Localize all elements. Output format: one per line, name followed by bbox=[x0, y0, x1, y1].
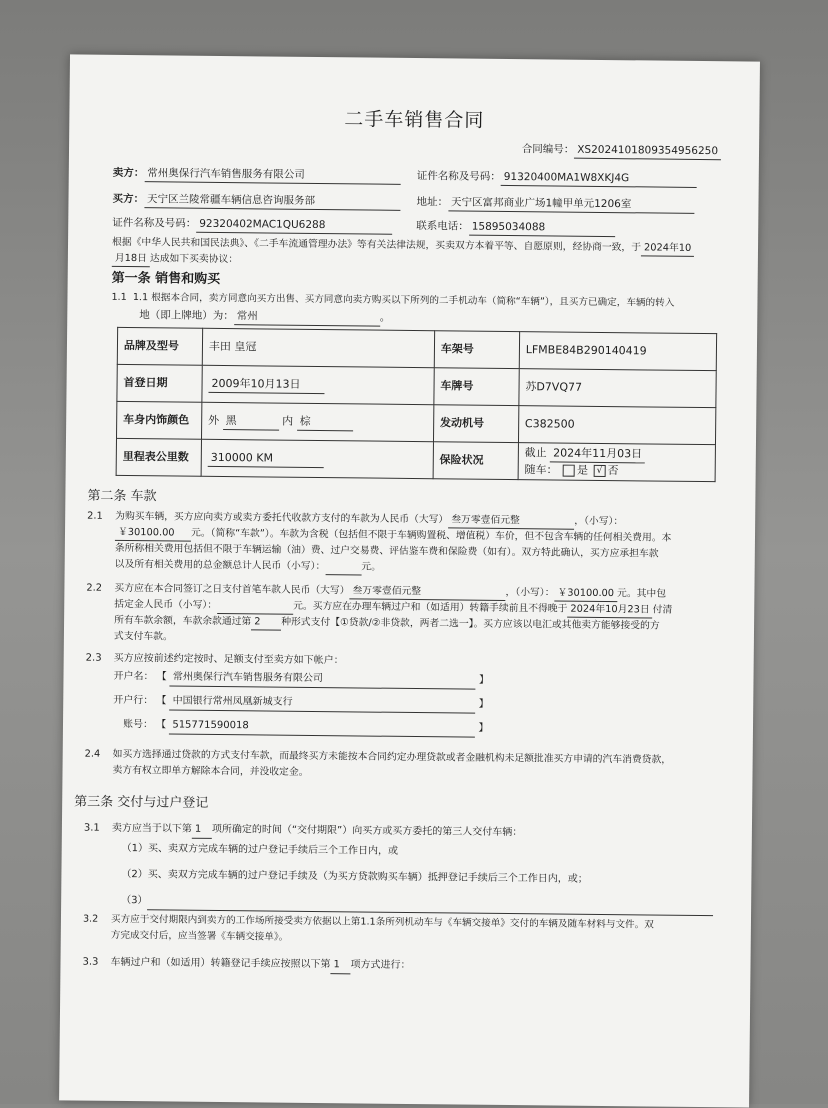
p33-item: 1 bbox=[330, 957, 350, 974]
p21-c: 元。（简称“车款”）。车款为含税（包括但不限于车辆购置税、增值税）车价，但不包含车辆的任何相关费用。本 bbox=[190, 527, 672, 544]
account-no-label: 账号： bbox=[122, 718, 154, 731]
with-car-row bbox=[524, 462, 708, 479]
p21-amount-cn: 叁万零壹佰元整 bbox=[448, 512, 574, 529]
p24-b: 卖方有权立即单方解除本合同，并没收定金。 bbox=[112, 764, 309, 778]
p22-method: 2 bbox=[251, 614, 281, 630]
buyer-row bbox=[112, 191, 400, 211]
p31-option-2: （2）买、卖双方完成车辆的过户登记手续及（为买方贷款购买车辆）抵押登记手续后三个工作日内，或； bbox=[121, 868, 588, 885]
yes-checkbox bbox=[563, 464, 575, 476]
seller-cert-row bbox=[417, 168, 697, 188]
address-label: 地址： bbox=[416, 196, 449, 209]
color-value bbox=[201, 402, 433, 441]
p33-line-1 bbox=[110, 955, 410, 975]
p23-a: 买方应按前述约定按时、足额支付至卖方如下帐户： bbox=[113, 652, 344, 667]
p32-num: 3.2 bbox=[82, 913, 99, 925]
table-row bbox=[117, 364, 716, 407]
p22-num: 2.2 bbox=[86, 582, 103, 594]
p31-b: 项所确定的时间（“交付期限”）向买方或买方委托的第三人交付车辆： bbox=[211, 823, 523, 839]
vehicle-table bbox=[116, 327, 718, 482]
address-value: 天宁区富邦商业广场1幢甲单元1206室 bbox=[448, 194, 694, 214]
phone-label: 联系电话： bbox=[416, 220, 469, 233]
mileage-label: 里程表公里数 bbox=[116, 438, 201, 476]
article-1-city-row: 地（即上牌地）为： 常州 。 bbox=[139, 307, 390, 327]
intro-date: 2024年10 bbox=[641, 240, 694, 257]
color-in: 棕 bbox=[297, 413, 353, 432]
vin-label: 车架号 bbox=[434, 331, 519, 369]
brand-label: 品牌及型号 bbox=[117, 327, 202, 365]
p21-line-4 bbox=[115, 557, 381, 576]
paragraph-3-3 bbox=[82, 955, 721, 972]
p21-e: 以及所有相关费用的总金额总计人民币（小写）： bbox=[114, 558, 326, 573]
insurance-until-row bbox=[525, 445, 709, 463]
p22-d: 括定金人民币（小写）： bbox=[114, 598, 218, 611]
brand-value: 丰田 皇冠 bbox=[202, 328, 434, 367]
plate-label: 车牌号 bbox=[434, 368, 519, 406]
paragraph-2-4 bbox=[84, 747, 723, 778]
p21-a: 为购买车辆，买方应向卖方或卖方委托代收款方支付的车款为人民币（大写） bbox=[115, 510, 449, 526]
color-out: 黑 bbox=[223, 412, 279, 431]
buyer-value: 天宁区兰陵常疆车辆信息咨询服务部 bbox=[144, 191, 400, 211]
p31-item: 1 bbox=[192, 822, 212, 839]
p22-c: 元。其中包 bbox=[617, 588, 667, 600]
article-3-title: 第三条 交付与过户登记 bbox=[74, 794, 209, 811]
p22-i: 式支付车款。 bbox=[113, 630, 173, 643]
p22-date: 2024年10月23日 bbox=[567, 602, 652, 619]
p21-num: 2.1 bbox=[87, 510, 103, 522]
intro-date-2: 月18日 bbox=[112, 251, 150, 268]
seller-row bbox=[113, 165, 401, 185]
reg-value bbox=[202, 365, 434, 404]
p22-f: 付清 bbox=[652, 604, 673, 616]
insurance-value bbox=[518, 443, 716, 482]
p22-b: ，（小写）： bbox=[505, 586, 555, 599]
paragraph-2-3 bbox=[85, 651, 724, 734]
contract-no-label: 合同编号： bbox=[521, 143, 575, 156]
no-checkbox: √ bbox=[593, 464, 605, 476]
buyer-cert-value: 92320402MAC1QU6288 bbox=[196, 216, 392, 235]
account-no-row: 账号： 【 515771590018 】 bbox=[123, 717, 489, 737]
insurance-until-prefix: 截止 bbox=[524, 446, 547, 460]
article-1-sentence: 1.1 根据本合同，卖方同意向买方出售、买方同意向卖方购买以下所列的二手机动车（简称“车辆”），且买方已确定，车辆的转入 bbox=[132, 292, 675, 309]
p32-a: 买方应于交付期限内到卖方的工作场所接受卖方依据以上第1.1条所列机动车与《车辆交接单》交付的车辆及随车材料与文件。双 bbox=[110, 913, 654, 931]
p22-h: 种形式支付【①贷款/②非贷款，两者二选一】。买方应该以电汇或其他卖方能够接受的方 bbox=[281, 616, 660, 632]
p33-b: 项方式进行： bbox=[350, 959, 411, 972]
p31-line-1 bbox=[112, 821, 523, 842]
p31-option-3-label: （3） bbox=[121, 894, 148, 907]
phone-value: 15895034088 bbox=[469, 219, 615, 238]
intro-text: 根据《中华人民共和国民法典》、《二手车流通管理办法》等有关法律法规，买卖双方本着平等、自愿原则，经协商一致，于 bbox=[111, 236, 642, 254]
with-car-label: 随车： bbox=[524, 462, 558, 477]
mileage-value bbox=[201, 439, 433, 478]
table-row bbox=[117, 327, 716, 370]
paragraph-3-1 bbox=[83, 821, 722, 907]
reg-label: 首登日期 bbox=[117, 364, 202, 402]
account-name-row: 开户名： 【 常州奥保行汽车销售服务有限公司 】 bbox=[113, 669, 489, 689]
article-1-city-label: 地（即上牌地）为： bbox=[139, 309, 234, 323]
engine-label: 发动机号 bbox=[433, 405, 518, 443]
contract-paper bbox=[59, 54, 760, 1107]
engine-value: C382500 bbox=[518, 406, 716, 445]
color-in-prefix: 内 bbox=[282, 414, 294, 428]
paragraph-2-1 bbox=[87, 509, 725, 573]
mileage: 310000 KM bbox=[208, 449, 324, 468]
address-row bbox=[416, 194, 694, 214]
contract-no-value: XS2024101809354956250 bbox=[574, 142, 721, 161]
account-no: 515771590018 bbox=[169, 717, 475, 737]
article-1-title: 第一条 销售和购买 bbox=[111, 270, 221, 287]
p22-amount-cn: 叁万零壹佰元整 bbox=[349, 583, 505, 601]
seller-label: 卖方： bbox=[112, 166, 145, 180]
p22-e: 元。买方应在办理车辆过户和（如适用）转籍手续前且不得晚于 bbox=[293, 600, 568, 615]
bank-row: 开户行： 【 中国银行常州凤凰新城支行 】 bbox=[113, 693, 489, 713]
p22-a: 买方应在本合同签订之日支付首笔车款人民币（大写） bbox=[114, 582, 350, 597]
p32-b: 方完成交付后，应当签署《车辆交接单》。 bbox=[110, 929, 289, 943]
buyer-cert-label: 证件名称及号码： bbox=[112, 216, 197, 230]
no-label: 否 bbox=[607, 463, 619, 477]
p22-amount: ￥30100.00 bbox=[554, 585, 617, 602]
table-row bbox=[117, 401, 716, 444]
insurance-label: 保险状况 bbox=[433, 442, 518, 480]
color-out-prefix: 外 bbox=[208, 413, 220, 427]
p31-option-1: （1）买、卖双方完成车辆的过户登记手续后三个工作日内，或 bbox=[121, 842, 399, 857]
page-title: 二手车销售合同 bbox=[344, 108, 485, 132]
article-2-title: 第二条 车款 bbox=[87, 488, 157, 505]
p22-g: 所有车款余额，车款余款通过第 bbox=[114, 614, 252, 628]
contract-number bbox=[522, 141, 721, 160]
bank-label: 开户行： bbox=[113, 694, 154, 707]
phone-row bbox=[416, 218, 615, 237]
table-row bbox=[116, 438, 715, 481]
p21-b: ，（小写）： bbox=[574, 515, 624, 528]
intro-line-2 bbox=[112, 251, 238, 268]
paragraph-2-2 bbox=[86, 581, 725, 643]
p31-num: 3.1 bbox=[83, 822, 100, 834]
insurance-until: 2024年11月03日 bbox=[550, 446, 645, 463]
p33-num: 3.3 bbox=[82, 956, 99, 968]
plate-value: 苏D7VQ77 bbox=[519, 369, 717, 408]
p21-f: 元。 bbox=[361, 561, 381, 573]
p33-a: 车辆过户和（如适用）转籍登记手续应按照以下第 bbox=[110, 956, 331, 971]
p31-option-3 bbox=[121, 893, 714, 916]
seller-cert-value: 91320400MA1W8XKJ4G bbox=[501, 169, 697, 188]
account-name-label: 开户名： bbox=[113, 670, 154, 683]
color-label: 车身内饰颜色 bbox=[117, 401, 202, 439]
article-1-city: 常州 bbox=[234, 308, 380, 327]
article-1-num: 1.1 bbox=[111, 291, 127, 303]
yes-label: 是 bbox=[576, 463, 589, 477]
bank: 中国银行常州凤凰新城支行 bbox=[170, 693, 476, 713]
p31-a: 卖方应当于以下第 bbox=[111, 822, 192, 835]
seller-value: 常州奥保行汽车销售服务有限公司 bbox=[144, 165, 400, 185]
intro-text-2: 达成如下买卖协议： bbox=[149, 253, 239, 266]
reg-date: 2009年10月13日 bbox=[208, 375, 324, 394]
vin-value: LFMBE84B290140419 bbox=[519, 332, 717, 371]
buyer-cert-row bbox=[112, 215, 392, 235]
p23-num: 2.3 bbox=[85, 652, 102, 664]
p24-num: 2.4 bbox=[84, 748, 101, 760]
seller-cert-label: 证件名称及号码： bbox=[416, 170, 501, 183]
p21-d: 条所称相关费用包括但不限于车辆运输（油）费、过户交易费、评估鉴车费和保险费（如有）。双方特此确认，买方应承担车款 bbox=[114, 542, 659, 560]
p24-a: 如买方选择通过贷款的方式支付车款，而最终买方未能按本合同约定办理贷款或者金融机构未足额批准买方申请的汽车消费贷款， bbox=[112, 748, 672, 766]
p21-amount: ￥30100.00 bbox=[115, 525, 191, 542]
account-name: 常州奥保行汽车销售服务有限公司 bbox=[170, 669, 476, 689]
buyer-label: 买方： bbox=[112, 192, 145, 206]
